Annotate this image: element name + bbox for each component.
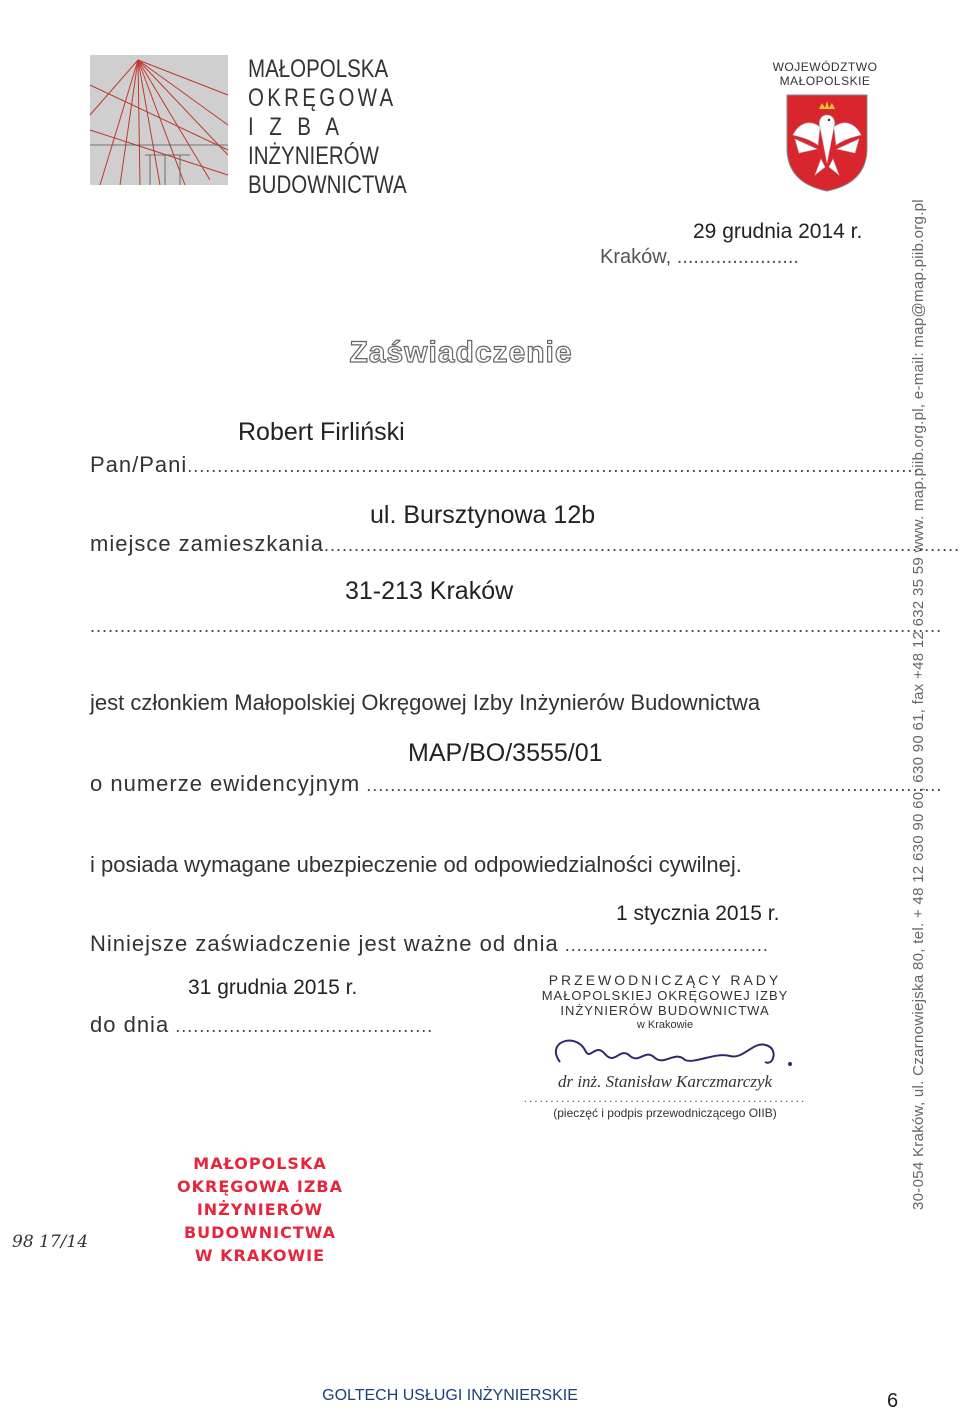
issue-date: 29 grudnia 2014 r.	[693, 220, 863, 243]
handwritten-signature	[515, 1032, 815, 1072]
org-line-2: OKRĘGOWA	[248, 84, 397, 112]
voivodeship-name	[760, 60, 890, 88]
stamp-line-1: PRZEWODNICZĄCY RADY	[548, 972, 782, 988]
footer-company: GOLTECH USŁUGI INŻYNIERSKIE	[322, 1387, 578, 1404]
issue-place	[600, 246, 799, 269]
insurance-text: i posiada wymagane ubezpieczenie od odpowiedzialności cywilnej.	[90, 852, 742, 877]
voivodeship-line-1: WOJEWÓDZTWO	[772, 60, 878, 74]
stamp-line-2: MAŁOPOLSKIEJ OKRĘGOWEJ IZBY	[541, 988, 789, 1003]
valid-from-label: Niniejsze zaświadczenie jest ważne od dnia	[90, 931, 559, 956]
registration-number: MAP/BO/3555/01	[408, 739, 603, 767]
document-title	[0, 336, 940, 370]
name-label: Pan/Pani	[90, 452, 188, 477]
red-stamp-line-3: W KRAKOWIE	[194, 1246, 326, 1265]
residence-value-city: 31-213 Kraków	[345, 577, 514, 605]
chamber-logo-icon	[90, 55, 228, 185]
valid-to-label: do dnia	[90, 1012, 170, 1037]
residence-line: miejsce zamieszkania..........................................................................................................	[90, 531, 960, 556]
page-number: 6	[887, 1390, 899, 1412]
red-stamp-line-1: MAŁOPOLSKA OKRĘGOWA IZBA	[177, 1154, 343, 1196]
issue-place-dots: ......................	[676, 246, 799, 268]
signature-block	[515, 972, 815, 1122]
voivodeship-line-2: MAŁOPOLSKIE	[779, 74, 871, 88]
signer-name: dr inż. Stanisław Karczmarczyk	[557, 1072, 773, 1091]
valid-from-value: 1 stycznia 2015 r.	[616, 902, 780, 925]
residence-label: miejsce zamieszkania	[90, 531, 324, 556]
contact-info: 30-054 Kraków, ul. Czarnowiejska 80, tel. + 48 12 630 90 60, 630 90 61, fax +48 12 632 35 59 www. map.piib.org.pl, e-mail: map@map.piib.org.pl	[910, 199, 927, 1210]
signature-caption: (pieczęć i podpis przewodniczącego OIIB)	[553, 1106, 777, 1120]
issue-place-label: Kraków,	[600, 246, 672, 268]
registration-label: o numerze ewidencyjnym	[90, 771, 361, 796]
chamber-name	[248, 55, 407, 200]
membership-text: jest członkiem Małopolskiej Okręgowej Izby Inżynierów Budownictwa	[90, 690, 761, 715]
org-line-4: INŻYNIERÓW	[248, 142, 379, 170]
residence-value-street: ul. Bursztynowa 12b	[370, 501, 596, 529]
stamp-line-4: w Krakowie	[636, 1019, 694, 1031]
name-value: Robert Firliński	[238, 418, 405, 446]
document-title-text: Zaświadczenie	[349, 336, 573, 369]
handwritten-note: 98 17/14	[12, 1232, 89, 1252]
eagle-crest-icon	[785, 93, 869, 198]
red-stamp	[145, 1152, 375, 1267]
name-line: Pan/Pani..........................................................................................................................	[90, 452, 920, 477]
stamp-line-3: INŻYNIERÓW BUDOWNICTWA	[560, 1003, 770, 1018]
red-stamp-line-2: INŻYNIERÓW BUDOWNICTWA	[183, 1200, 337, 1242]
registration-line: o numerze ewidencyjnym ................................................................................................	[90, 771, 943, 796]
valid-from-line: Niniejsze zaświadczenie jest ważne od dnia ..................................	[90, 931, 769, 956]
signature-dots: .....................................................	[523, 1091, 807, 1105]
valid-to-line: do dnia ...........................................	[90, 1012, 434, 1037]
org-line-3: I Z B A	[248, 113, 344, 141]
valid-to-value: 31 grudnia 2015 r.	[188, 976, 358, 999]
org-line-1: MAŁOPOLSKA	[248, 55, 389, 83]
org-line-5: BUDOWNICTWA	[248, 171, 407, 199]
residence-line-2: ..............................................................................................................................................	[90, 616, 943, 636]
